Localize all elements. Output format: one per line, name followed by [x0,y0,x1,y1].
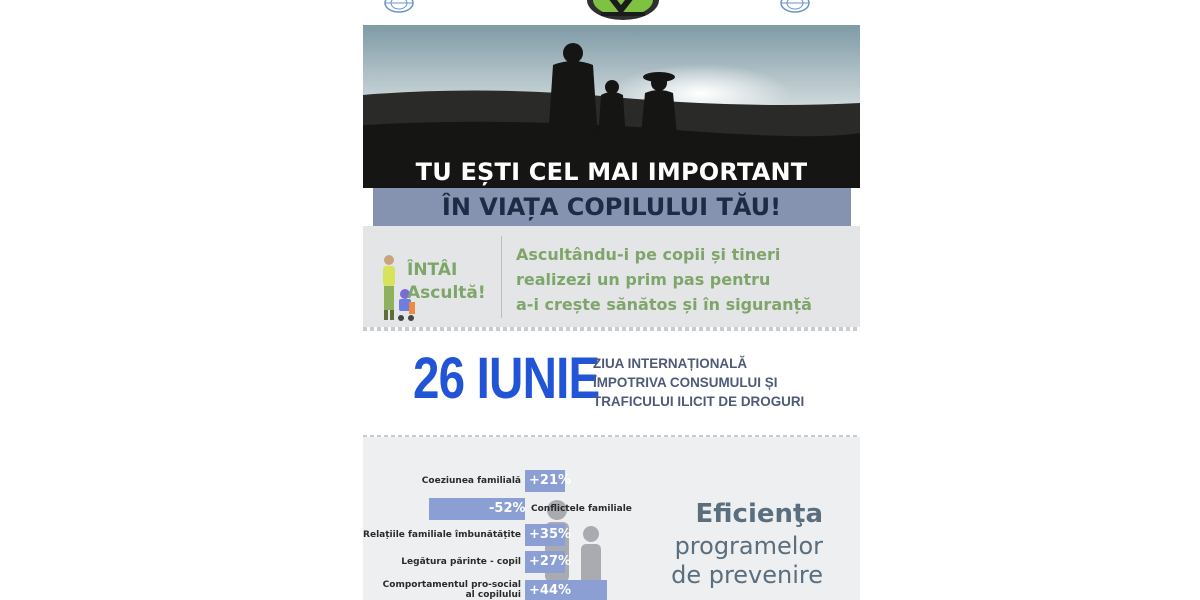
stat-label-prosocial [373,580,521,600]
stat-label-cohesion: Coeziunea familială [421,476,521,486]
un-emblem-left-icon [383,0,415,14]
listen-text-line1: Ascultându-i pe copii și tineri [516,245,781,264]
headline-line1: TU EȘTI CEL MAI IMPORTANT [415,158,808,186]
date-caption-line3: TRAFICULUI ILICIT DE DROGURI [593,393,805,409]
stat-label-conflicts: Conflictele familiale [531,504,632,514]
stat-value-relations: +35% [529,527,572,542]
listen-section [363,226,860,330]
date-caption-line2: ÎMPOTRIVA CONSUMULUI ȘI [593,374,778,390]
stats-title-line1: Eficienţa [695,499,823,529]
poster [363,0,860,600]
listen-title-line2: Ascultă! [407,283,486,303]
perforated-divider-top [363,327,860,331]
stat-label-prosocial-line2: al copilului [465,590,521,600]
stat-label-bond: Legătura părinte - copil [401,557,521,567]
stat-value-prosocial: +44% [529,583,572,598]
date-caption-line1: ZIUA INTERNAȚIONALĂ [593,355,748,371]
stat-value-cohesion: +21% [529,473,572,488]
date-title: 26 IUNIE [413,346,600,411]
listen-title [407,259,486,305]
stats-title-rest [623,532,823,590]
listen-text-line3: a-i crește sănătos și în siguranță [516,295,812,314]
un-emblem-right-icon [779,0,811,14]
stats-section [363,437,860,600]
listen-text-line2: realizezi un prim pas pentru [516,270,771,289]
logo-strip [363,0,860,25]
headline-line2: ÎN VIAȚA COPILULUI TĂU! [441,193,782,221]
stat-label-prosocial-line1: Comportamentul pro-social [382,580,521,590]
stats-title-line3: de prevenire [671,561,823,589]
stat-value-conflicts: -52% [489,501,526,516]
listen-divider [501,236,502,318]
listen-title-line1: ÎNTÂI [407,260,458,280]
listen-text [516,242,846,317]
date-caption [593,354,804,411]
ana-logo-icon [585,0,661,22]
stat-value-bond: +27% [529,554,572,569]
stat-label-relations: Relațiile familiale îmbunătățite [363,530,521,540]
stats-title-line2: programelor [674,532,823,560]
